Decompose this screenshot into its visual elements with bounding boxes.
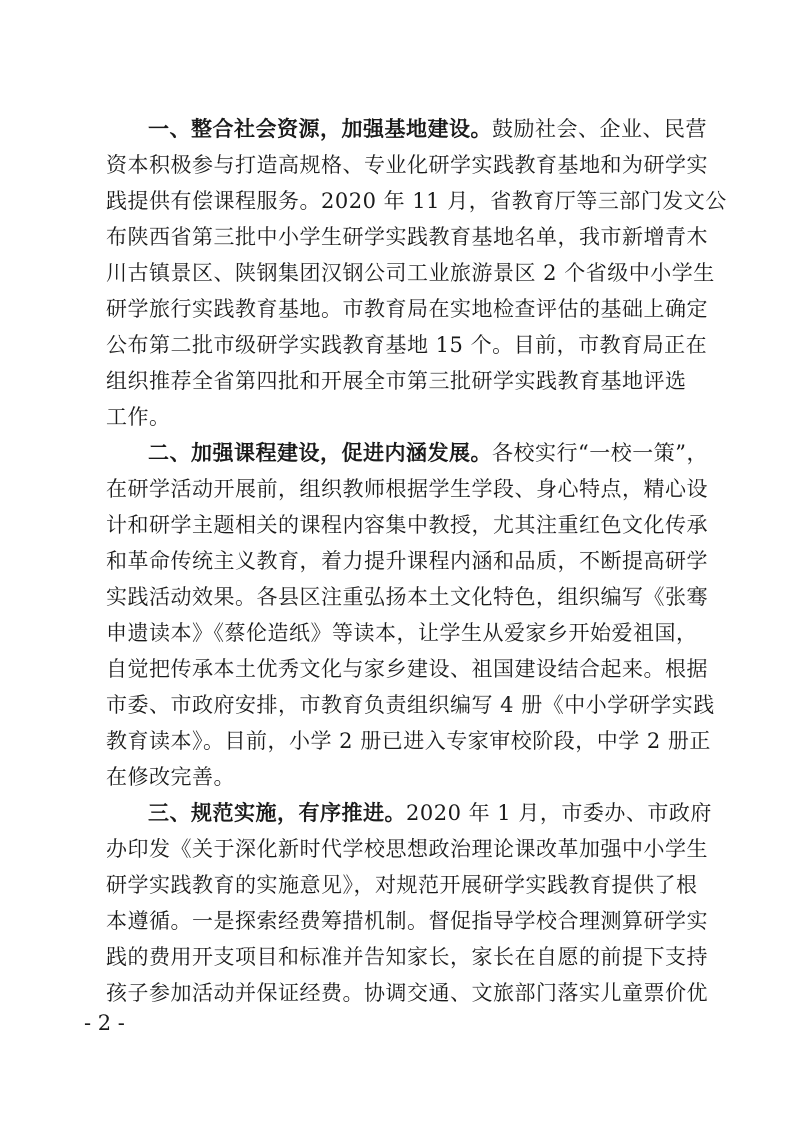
paragraph-2-line-8: 市委、市政府安排，市教育负责组织编写 4 册《中小学研学实践 <box>106 693 715 717</box>
paragraph-2-line-7: 自觉把传承本土优秀文化与家乡建设、祖国建设结合起来。根据 <box>106 657 708 681</box>
section-1-heading: 一、整合社会资源，加强基地建设。 <box>148 117 492 141</box>
paragraph-3-text: 2020 年 1 月，市委办、市政府 <box>406 801 712 825</box>
section-2-heading: 二、加强课程建设，促进内涵发展。 <box>148 441 492 465</box>
paragraph-2-text: 各校实行“一校一策”， <box>492 441 708 465</box>
paragraph-3-line-4: 本遵循。一是探索经费筹措机制。督促指导学校合理测算研学实 <box>106 909 708 933</box>
paragraph-1-line-6: 研学旅行实践教育基地。市教育局在实地检查评估的基础上确定 <box>106 297 708 321</box>
paragraph-1-line-8: 组织推荐全省第四批和开展全市第三批研学实践教育基地评选 <box>106 369 687 393</box>
paragraph-2-line-1 <box>148 435 708 471</box>
paragraph-3-line-2: 办印发《关于深化新时代学校思想政治理论课改革加强中小学生 <box>106 837 708 861</box>
paragraph-1-line-9: 工作。 <box>106 405 171 429</box>
paragraph-2-line-5: 实践活动效果。各县区注重弘扬本土文化特色，组织编写《张骞 <box>106 585 708 609</box>
paragraph-2-line-9: 教育读本》。目前，小学 2 册已进入专家审校阶段，中学 2 册正 <box>106 729 711 753</box>
paragraph-1-line-5: 川古镇景区、陕钢集团汉钢公司工业旅游景区 2 个省级中小学生 <box>106 261 715 285</box>
paragraph-1-line-7: 公布第二批市级研学实践教育基地 15 个。目前，市教育局正在 <box>106 333 708 357</box>
paragraph-1-line-3: 践提供有偿课程服务。2020 年 11 月，省教育厅等三部门发文公 <box>106 189 727 213</box>
paragraph-1-line-2: 资本积极参与打造高规格、专业化研学实践教育基地和为研学实 <box>106 153 708 177</box>
paragraph-3-line-6: 孩子参加活动并保证经费。协调交通、文旅部门落实儿童票价优 <box>106 981 708 1005</box>
section-3-heading: 三、规范实施，有序推进。 <box>148 801 406 825</box>
paragraph-2-line-10: 在修改完善。 <box>106 765 235 789</box>
paragraph-1-line-4: 布陕西省第三批中小学生研学实践教育基地名单，我市新增青木 <box>106 225 708 249</box>
paragraph-1-text: 鼓励社会、企业、民营 <box>492 117 707 141</box>
paragraph-3-line-1 <box>148 795 712 831</box>
paragraph-2-line-3: 计和研学主题相关的课程内容集中教授，尤其注重红色文化传承 <box>106 513 708 537</box>
paragraph-2-line-4: 和革命传统主义教育，着力提升课程内涵和品质，不断提高研学 <box>106 549 708 573</box>
paragraph-3-line-5: 践的费用开支项目和标准并告知家长，家长在自愿的前提下支持 <box>106 945 708 969</box>
paragraph-1-line-1 <box>148 111 707 147</box>
paragraph-3-line-3: 研学实践教育的实施意见》，对规范开展研学实践教育提供了根 <box>106 873 698 897</box>
paragraph-2-line-6: 申遗读本》《蔡伦造纸》等读本，让学生从爱家乡开始爱祖国， <box>106 621 698 645</box>
page-number: - 2 - <box>84 1011 125 1035</box>
paragraph-2-line-2: 在研学活动开展前，组织教师根据学生学段、身心特点，精心设 <box>106 477 708 501</box>
